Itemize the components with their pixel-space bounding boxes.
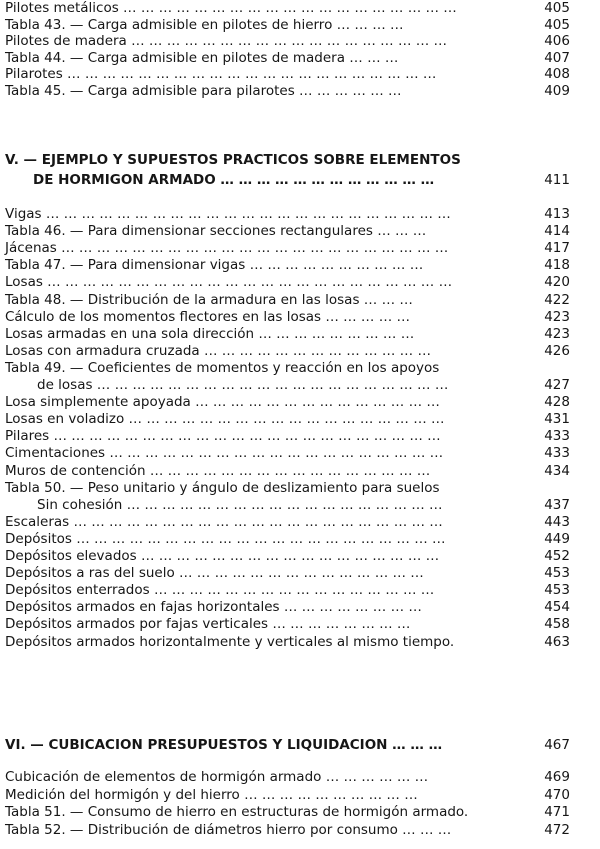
- toc-entry: [5, 565, 570, 582]
- toc-entry-title: Tabla 51. — Consumo de hierro en estructuras de hormigón armado.: [5, 804, 469, 821]
- toc-entry-page-number: 423: [544, 325, 570, 342]
- toc-entry: [5, 428, 570, 445]
- toc-entry: [37, 497, 570, 514]
- toc-entry-page-number: 407: [544, 49, 570, 66]
- toc-entry: [5, 548, 570, 565]
- toc-entry: [5, 343, 570, 360]
- toc-entry-title: Losa simplemente apoyada … … … … … … … … … … … … … …: [5, 394, 440, 411]
- toc-entry-page-number: 470: [544, 786, 570, 803]
- toc-entry-title: Tabla 48. — Distribución de la armadura en las losas … … …: [5, 291, 413, 308]
- toc-entry-page-number: 405: [544, 16, 570, 33]
- toc-entry: [5, 66, 570, 83]
- toc-entry-page-number: 408: [544, 66, 570, 82]
- toc-entry-page-number: 417: [544, 240, 570, 257]
- toc-entry-title: Depósitos armados por fajas verticales … … … … … … … …: [5, 616, 411, 633]
- toc-entry: [5, 411, 570, 428]
- toc-entry-page-number: 405: [544, 0, 570, 16]
- toc-entry-title: Losas … … … … … … … … … … … … … … … … … … … … … … …: [5, 274, 453, 291]
- toc-entry: [5, 445, 570, 462]
- toc-entry-title: Tabla 44. — Carga admisible en pilotes de madera … … …: [5, 49, 399, 66]
- toc-entry-title: Pilarotes … … … … … … … … … … … … … … … … … … … … …: [5, 66, 437, 82]
- toc-entry: [5, 822, 570, 839]
- toc-entry-page-number: 422: [544, 291, 570, 308]
- toc-entry-title: Depósitos … … … … … … … … … … … … … … … … … … … … …: [5, 530, 446, 547]
- toc-entry-page-number: 427: [544, 377, 570, 393]
- toc-entry-page-number: 433: [544, 428, 570, 445]
- toc-entry-title: Escaleras … … … … … … … … … … … … … … … … … … … … …: [5, 513, 443, 530]
- toc-entry: [5, 257, 570, 274]
- section-v-page-number: 411: [544, 172, 570, 188]
- toc-entry-title: Tabla 52. — Distribución de diámetros hierro por consumo … … …: [5, 821, 452, 838]
- toc-entry-page-number: 458: [544, 616, 570, 633]
- toc-entry-title: Losas con armadura cruzada … … … … … … … … … … … … …: [5, 342, 431, 359]
- section-v-heading: [5, 151, 570, 169]
- toc-entry-page-number: 418: [544, 257, 570, 274]
- section-v-title-line2: DE HORMIGON ARMADO … … … … … … … … … … … …: [33, 172, 435, 188]
- toc-entry-title: Tabla 45. — Carga admisible para pilarotes … … … … … …: [5, 82, 402, 99]
- toc-entry-page-number: 463: [544, 633, 570, 650]
- toc-entry: [5, 514, 570, 531]
- toc-entry: [5, 531, 570, 548]
- toc-entry-title: Depósitos enterrados … … … … … … … … … … … … … … … …: [5, 582, 435, 599]
- toc-entry-title: Jácenas … … … … … … … … … … … … … … … … … … … … … …: [5, 240, 449, 257]
- toc-entry-title: Muros de contención … … … … … … … … … … … … … … … …: [5, 462, 431, 479]
- toc-entry: [5, 360, 570, 377]
- toc-entry-title: Depósitos elevados … … … … … … … … … … … … … … … … …: [5, 548, 440, 564]
- toc-entry-page-number: 452: [544, 548, 570, 564]
- section-vi-heading: [5, 736, 570, 754]
- section-vi-title: VI. — CUBICACION PRESUPUESTOS Y LIQUIDACION … … …: [5, 737, 443, 753]
- toc-entry-title: Pilotes de madera … … … … … … … … … … … … … … … … … …: [5, 33, 448, 49]
- toc-entry-title: Tabla 50. — Peso unitario y ángulo de deslizamiento para suelos: [5, 479, 440, 496]
- toc-entry: [5, 83, 570, 100]
- toc-entry-page-number: 414: [544, 223, 570, 240]
- toc-entry: [5, 292, 570, 309]
- section-v-title-line1: V. — EJEMPLO Y SUPUESTOS PRACTICOS SOBRE ELEMENTOS: [5, 152, 461, 168]
- toc-entry-page-number: 472: [544, 821, 570, 838]
- toc-entry: [5, 206, 570, 223]
- toc-entry-page-number: 433: [544, 445, 570, 462]
- toc-entry-title: Tabla 49. — Coeficientes de momentos y reacción en los apoyos: [5, 359, 440, 376]
- toc-entry: [5, 480, 570, 497]
- toc-entry: [5, 50, 570, 67]
- toc-entry: [5, 582, 570, 599]
- toc-entry-title: Losas en voladizo … … … … … … … … … … … … … … … … … …: [5, 411, 445, 428]
- toc-entry: [5, 769, 570, 786]
- toc-entry-page-number: 443: [544, 513, 570, 530]
- toc-entry-title: Tabla 46. — Para dimensionar secciones rectangulares … … …: [5, 223, 427, 240]
- toc-entry-page-number: 453: [544, 582, 570, 599]
- toc-entry: [37, 377, 570, 394]
- toc-entry-page-number: 413: [544, 206, 570, 222]
- toc-entry-title: Losas armadas en una sola dirección … … … … … … … … …: [5, 325, 415, 342]
- toc-entry: [5, 326, 570, 343]
- toc-entry-title: Depósitos a ras del suelo … … … … … … … … … … … … … …: [5, 565, 424, 582]
- toc-entry-title: de losas … … … … … … … … … … … … … … … … … … … …: [37, 377, 449, 393]
- toc-entry-page-number: 428: [544, 394, 570, 411]
- toc-entry: [5, 33, 570, 50]
- toc-entry-title: Cálculo de los momentos flectores en las losas … … … … …: [5, 308, 411, 325]
- toc-entry: [5, 17, 570, 34]
- toc-entry: [5, 240, 570, 257]
- toc-entry-page-number: 453: [544, 565, 570, 582]
- toc-entry-title: Depósitos armados horizontalmente y verticales al mismo tiempo.: [5, 633, 455, 650]
- toc-entry: [5, 0, 570, 17]
- toc-entry-page-number: 437: [544, 496, 570, 513]
- toc-entry: [5, 309, 570, 326]
- toc-entry: [5, 274, 570, 291]
- toc-entry-title: Tabla 43. — Carga admisible en pilotes de hierro … … … …: [5, 16, 404, 33]
- toc-entry-title: Cubicación de elementos de hormigón armado … … … … … …: [5, 769, 429, 785]
- toc-entry: [5, 463, 570, 480]
- toc-entry: [5, 634, 570, 651]
- toc-entry-page-number: 434: [544, 462, 570, 479]
- toc-entry-title: Depósitos armados en fajas horizontales … … … … … … … …: [5, 599, 422, 616]
- toc-entry-page-number: 454: [544, 599, 570, 616]
- toc-entry: [5, 223, 570, 240]
- toc-entry: [5, 616, 570, 633]
- toc-entry: [5, 787, 570, 804]
- toc-entry-page-number: 449: [544, 530, 570, 547]
- toc-entry-page-number: 423: [544, 308, 570, 325]
- toc-entry-title: Tabla 47. — Para dimensionar vigas … … … … … … … … … …: [5, 257, 424, 274]
- toc-entry-title: Vigas … … … … … … … … … … … … … … … … … … … … … … …: [5, 206, 451, 222]
- toc-entry-title: Sin cohesión … … … … … … … … … … … … … … … … … …: [37, 496, 443, 513]
- toc-entry-title: Medición del hormigón y del hierro … … … … … … … … … …: [5, 786, 418, 803]
- toc-entry: [5, 599, 570, 616]
- toc-entry-page-number: 469: [544, 769, 570, 785]
- toc-entry-page-number: 420: [544, 274, 570, 291]
- toc-entry-title: Pilares … … … … … … … … … … … … … … … … … … … … … …: [5, 428, 441, 445]
- section-vi-page-number: 467: [544, 737, 570, 753]
- section-v-heading-cont: [33, 171, 570, 189]
- toc-entry: [5, 804, 570, 821]
- toc-entry-page-number: 426: [544, 342, 570, 359]
- toc-entry-page-number: 471: [544, 804, 570, 821]
- toc-entry-page-number: 406: [544, 33, 570, 49]
- toc-entry-title: Cimentaciones … … … … … … … … … … … … … … … … … … …: [5, 445, 444, 462]
- toc-entry-page-number: 431: [544, 411, 570, 428]
- toc-entry-page-number: 409: [544, 82, 570, 99]
- toc-entry-title: Pilotes metálicos … … … … … … … … … … … … … … … … … … …: [5, 0, 457, 16]
- toc-entry: [5, 394, 570, 411]
